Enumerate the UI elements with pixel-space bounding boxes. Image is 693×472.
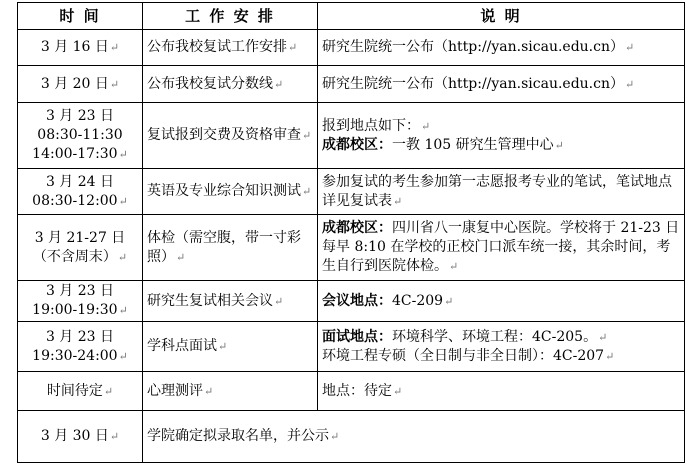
time-cell — [18, 66, 143, 103]
work-cell — [143, 103, 318, 169]
schedule-table-body — [18, 3, 685, 463]
note-cell — [318, 281, 685, 322]
paragraph-mark: ↵ — [302, 129, 312, 142]
paragraph-mark: ↵ — [625, 77, 635, 91]
time-text: 3 月 23 日 — [45, 283, 115, 299]
paragraph-mark: ↵ — [204, 384, 214, 398]
note-bold-label: 成都校区： — [322, 220, 392, 236]
time-line — [22, 145, 138, 164]
paragraph-mark: ↵ — [449, 260, 459, 273]
note-text: 研究生院统一公布（http://yan.sicau.edu.cn） — [322, 39, 624, 55]
paragraph-mark: ↵ — [109, 430, 120, 443]
note-line — [322, 75, 680, 94]
time-cell — [18, 30, 143, 66]
work-cell — [143, 30, 318, 66]
header-time: 时 间 — [18, 3, 143, 30]
note-line — [322, 117, 680, 136]
note-cell — [318, 215, 685, 281]
note-bold-label: 成都校区： — [322, 136, 392, 153]
schedule-table — [17, 2, 685, 463]
time-text: 19:00-19:30 — [32, 302, 118, 318]
time-line — [22, 347, 138, 366]
paragraph-mark: ↵ — [605, 349, 615, 363]
note-line — [322, 136, 680, 155]
time-line — [22, 328, 138, 347]
table-row — [18, 372, 685, 411]
paragraph-mark: ↵ — [118, 194, 128, 208]
paragraph-mark: ↵ — [118, 304, 128, 317]
note-bold-label: 面试地点： — [322, 328, 392, 345]
note-text: 一教 105 研究生管理中心 — [392, 136, 554, 153]
time-text: 08:30-11:30 — [37, 127, 123, 143]
paragraph-mark: ↵ — [598, 330, 608, 344]
time-line — [22, 107, 138, 126]
work-cell — [143, 66, 318, 103]
paragraph-mark: ↵ — [444, 294, 454, 308]
note-line — [322, 38, 680, 57]
note-line — [322, 382, 680, 401]
paragraph-mark: ↵ — [118, 148, 128, 161]
time-line — [22, 382, 138, 401]
work-text: 学科点面试 — [147, 338, 217, 354]
work-cell — [143, 169, 318, 215]
time-text: 3 月 30 日 — [40, 428, 109, 444]
note-line — [322, 328, 680, 347]
time-text: 3 月 21-27 日 — [34, 229, 126, 246]
time-line — [22, 173, 138, 192]
time-line — [22, 75, 138, 94]
paragraph-mark: ↵ — [109, 41, 120, 54]
table-row — [18, 169, 685, 215]
note-line — [322, 173, 680, 211]
work-text: 英语及专业综合知识测试 — [147, 183, 301, 199]
note-line — [322, 347, 680, 366]
time-text: 3 月 23 日 — [45, 328, 115, 345]
time-line — [22, 192, 138, 211]
paragraph-mark: ↵ — [218, 340, 228, 353]
work-text: 体检（需空腹，带一寸彩照） — [147, 229, 301, 265]
note-text: 环境科学、环境工程：4C-205。 — [392, 328, 598, 345]
paragraph-mark: ↵ — [117, 250, 128, 264]
paragraph-mark: ↵ — [625, 41, 635, 54]
time-line — [22, 248, 138, 267]
time-line — [22, 301, 138, 320]
paragraph-mark: ↵ — [393, 194, 403, 208]
time-cell — [18, 411, 143, 463]
paragraph-mark: ↵ — [288, 41, 298, 54]
paragraph-mark: ↵ — [109, 77, 120, 91]
note-cell — [318, 103, 685, 169]
time-cell — [18, 103, 143, 169]
work-text: 公布我校复试分数线 — [147, 75, 273, 92]
note-bold-label: 会议地点： — [322, 292, 392, 309]
note-text: 环境工程专硕（全日制与非全日制）：4C-207 — [322, 347, 605, 364]
work-text: 心理测评 — [147, 382, 203, 399]
note-text: 研究生院统一公布（http://yan.sicau.edu.cn） — [322, 75, 624, 92]
time-line — [22, 38, 138, 57]
header-row — [18, 3, 685, 30]
note-cell — [318, 372, 685, 411]
work-text: 学院确定拟录取名单，并公示 — [147, 428, 329, 444]
note-cell — [318, 66, 685, 103]
paragraph-mark: ↵ — [554, 138, 564, 152]
note-text: 参加复试的考生参加第一志愿报考专业的笔试，笔试地点详见复试表 — [322, 173, 672, 209]
note-cell — [318, 322, 685, 372]
work-cell — [143, 411, 685, 463]
note-text: 4C-209 — [392, 292, 444, 309]
note-text: 报到地点如下： — [322, 117, 420, 134]
time-text: 时间待定 — [46, 382, 103, 399]
work-text: 公布我校复试工作安排 — [147, 39, 287, 55]
note-cell — [318, 30, 685, 66]
time-text: 3 月 16 日 — [40, 39, 109, 55]
time-cell — [18, 281, 143, 322]
time-text: 3 月 23 日 — [45, 108, 115, 124]
time-text: 08:30-12:00 — [32, 192, 118, 209]
time-text: （不含周末） — [32, 248, 117, 265]
note-line — [322, 292, 680, 311]
time-text: 3 月 24 日 — [45, 173, 115, 190]
time-line — [22, 282, 138, 301]
time-cell — [18, 322, 143, 372]
paragraph-mark: ↵ — [330, 430, 340, 443]
paragraph-mark: ↵ — [103, 384, 114, 398]
time-cell — [18, 215, 143, 281]
time-line — [22, 427, 138, 446]
note-text: 四川省八一康复中心医院。学校将于 21-23 日每早 8:10 在学校的正校门口派车统一接，其余时间，考生自行到医院体检。 — [322, 220, 680, 274]
table-row — [18, 322, 685, 372]
time-text: 14:00-17:30 — [32, 146, 118, 162]
work-text: 复试报到交费及资格审查 — [147, 127, 301, 143]
work-text: 研究生复试相关会议 — [147, 292, 273, 309]
note-cell — [318, 169, 685, 215]
header-note: 说 明 — [318, 3, 685, 30]
table-row — [18, 66, 685, 103]
paragraph-mark: ↵ — [176, 250, 186, 264]
table-row — [18, 215, 685, 281]
work-cell — [143, 322, 318, 372]
table-row — [18, 103, 685, 169]
table-row — [18, 411, 685, 463]
work-cell — [143, 215, 318, 281]
paragraph-mark: ↵ — [274, 294, 284, 308]
time-cell — [18, 169, 143, 215]
paragraph-mark: ↵ — [421, 119, 431, 133]
work-cell — [143, 372, 318, 411]
time-line — [22, 229, 138, 248]
note-text: 地点：待定 — [322, 382, 392, 399]
header-work: 工 作 安 排 — [143, 3, 318, 30]
time-cell — [18, 372, 143, 411]
work-cell — [143, 281, 318, 322]
table-row — [18, 30, 685, 66]
paragraph-mark: ↵ — [118, 349, 128, 363]
time-text: 19:30-24:00 — [32, 347, 118, 364]
paragraph-mark: ↵ — [302, 185, 312, 198]
time-text: 3 月 20 日 — [40, 75, 109, 92]
note-line — [322, 219, 680, 276]
time-line — [22, 126, 138, 145]
paragraph-mark: ↵ — [274, 77, 284, 91]
paragraph-mark: ↵ — [393, 384, 403, 398]
table-row — [18, 281, 685, 322]
